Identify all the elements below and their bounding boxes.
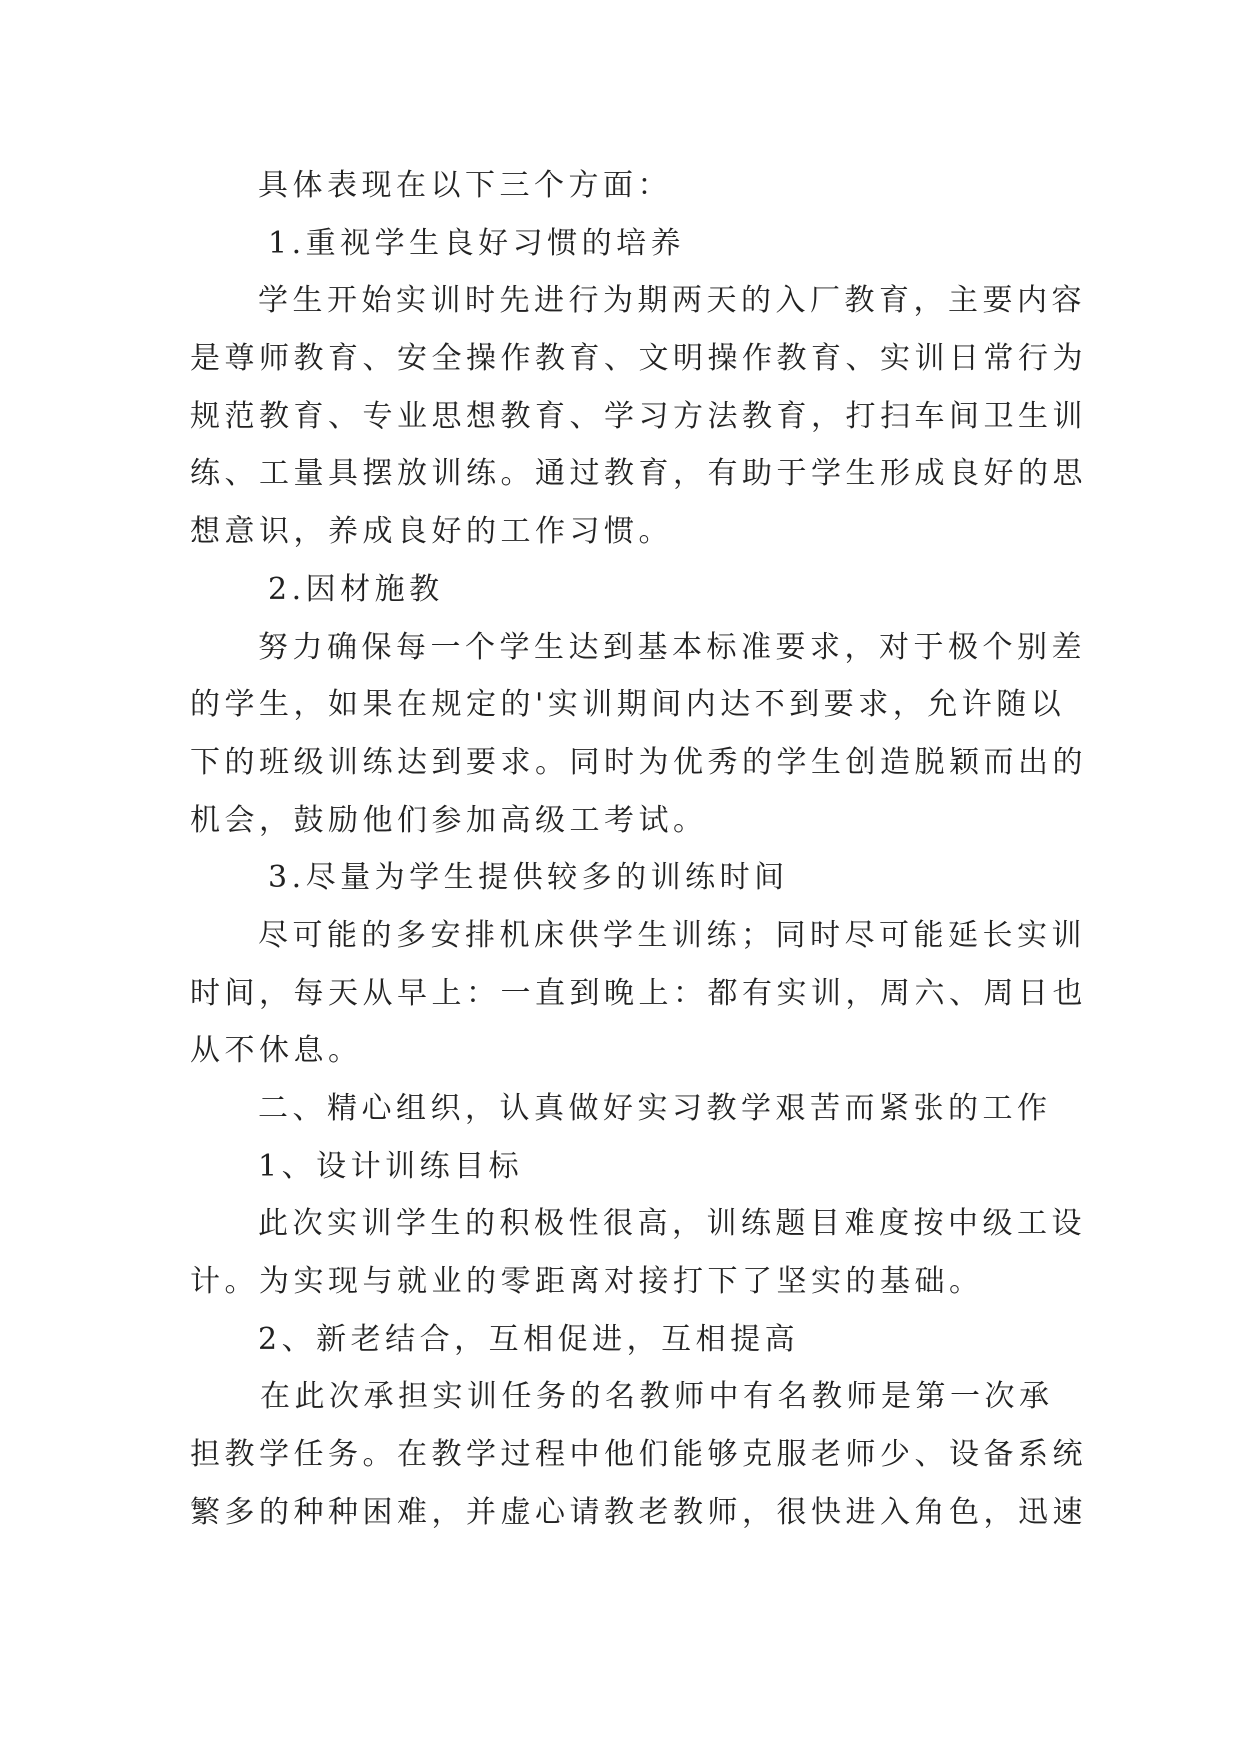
paragraph-line: 繁多的种种困难，并虚心请教老教师，很快进入角色，迅速 <box>190 1494 1087 1530</box>
heading-mentoring: 2、新老结合，互相促进，互相提高 <box>258 1321 800 1357</box>
paragraph-line: 在此次承担实训任务的名教师中有名教师是第一次承 <box>260 1379 1054 1415</box>
paragraph-line: 想意识，养成良好的工作习惯。 <box>190 514 673 550</box>
paragraph-line: 时间，每天从早上：一直到晚上：都有实训，周六、周日也 <box>190 975 1087 1011</box>
heading-habits: 1.重视学生良好习惯的培养 <box>268 225 686 261</box>
paragraph-line: 是尊师教育、安全操作教育、文明操作教育、实训日常行为 <box>190 341 1087 377</box>
heading-training-time: 3.尽量为学生提供较多的训练时间 <box>268 860 789 896</box>
paragraph-line: 从不休息。 <box>190 1033 363 1069</box>
paragraph-line: 的学生，如果在规定的'实训期间内达不到要求，允许随以 <box>190 687 1066 723</box>
paragraph-line: 练、工量具摆放训练。通过教育，有助于学生形成良好的思 <box>190 456 1087 492</box>
heading-goals: 1、设计训练目标 <box>258 1148 524 1184</box>
paragraph-line: 规范教育、专业思想教育、学习方法教育，打扫车间卫生训 <box>190 398 1087 434</box>
paragraph-line: 计。为实现与就业的零距离对接打下了坚实的基础。 <box>190 1264 984 1300</box>
paragraph-line: 下的班级训练达到要求。同时为优秀的学生创造脱颖而出的 <box>190 744 1087 780</box>
section-heading-organization: 二、精心组织，认真做好实习教学艰苦而紧张的工作 <box>258 1091 1052 1126</box>
paragraph-line: 此次实训学生的积极性很高，训练题目难度按中级工设 <box>258 1206 1086 1242</box>
paragraph-line: 尽可能的多安排机床供学生训练；同时尽可能延长实训 <box>258 917 1086 953</box>
paragraph-line: 担教学任务。在教学过程中他们能够克服老师少、设备系统 <box>190 1437 1087 1473</box>
heading-individualized: 2.因材施教 <box>268 571 444 607</box>
paragraph-line: 机会，鼓励他们参加高级工考试。 <box>190 802 708 838</box>
paragraph-intro: 具体表现在以下三个方面： <box>258 168 672 203</box>
paragraph-line: 学生开始实训时先进行为期两天的入厂教育，主要内容 <box>258 283 1086 319</box>
paragraph-line: 努力确保每一个学生达到基本标准要求，对于极个别差 <box>258 629 1086 665</box>
document-body <box>190 157 1087 1542</box>
